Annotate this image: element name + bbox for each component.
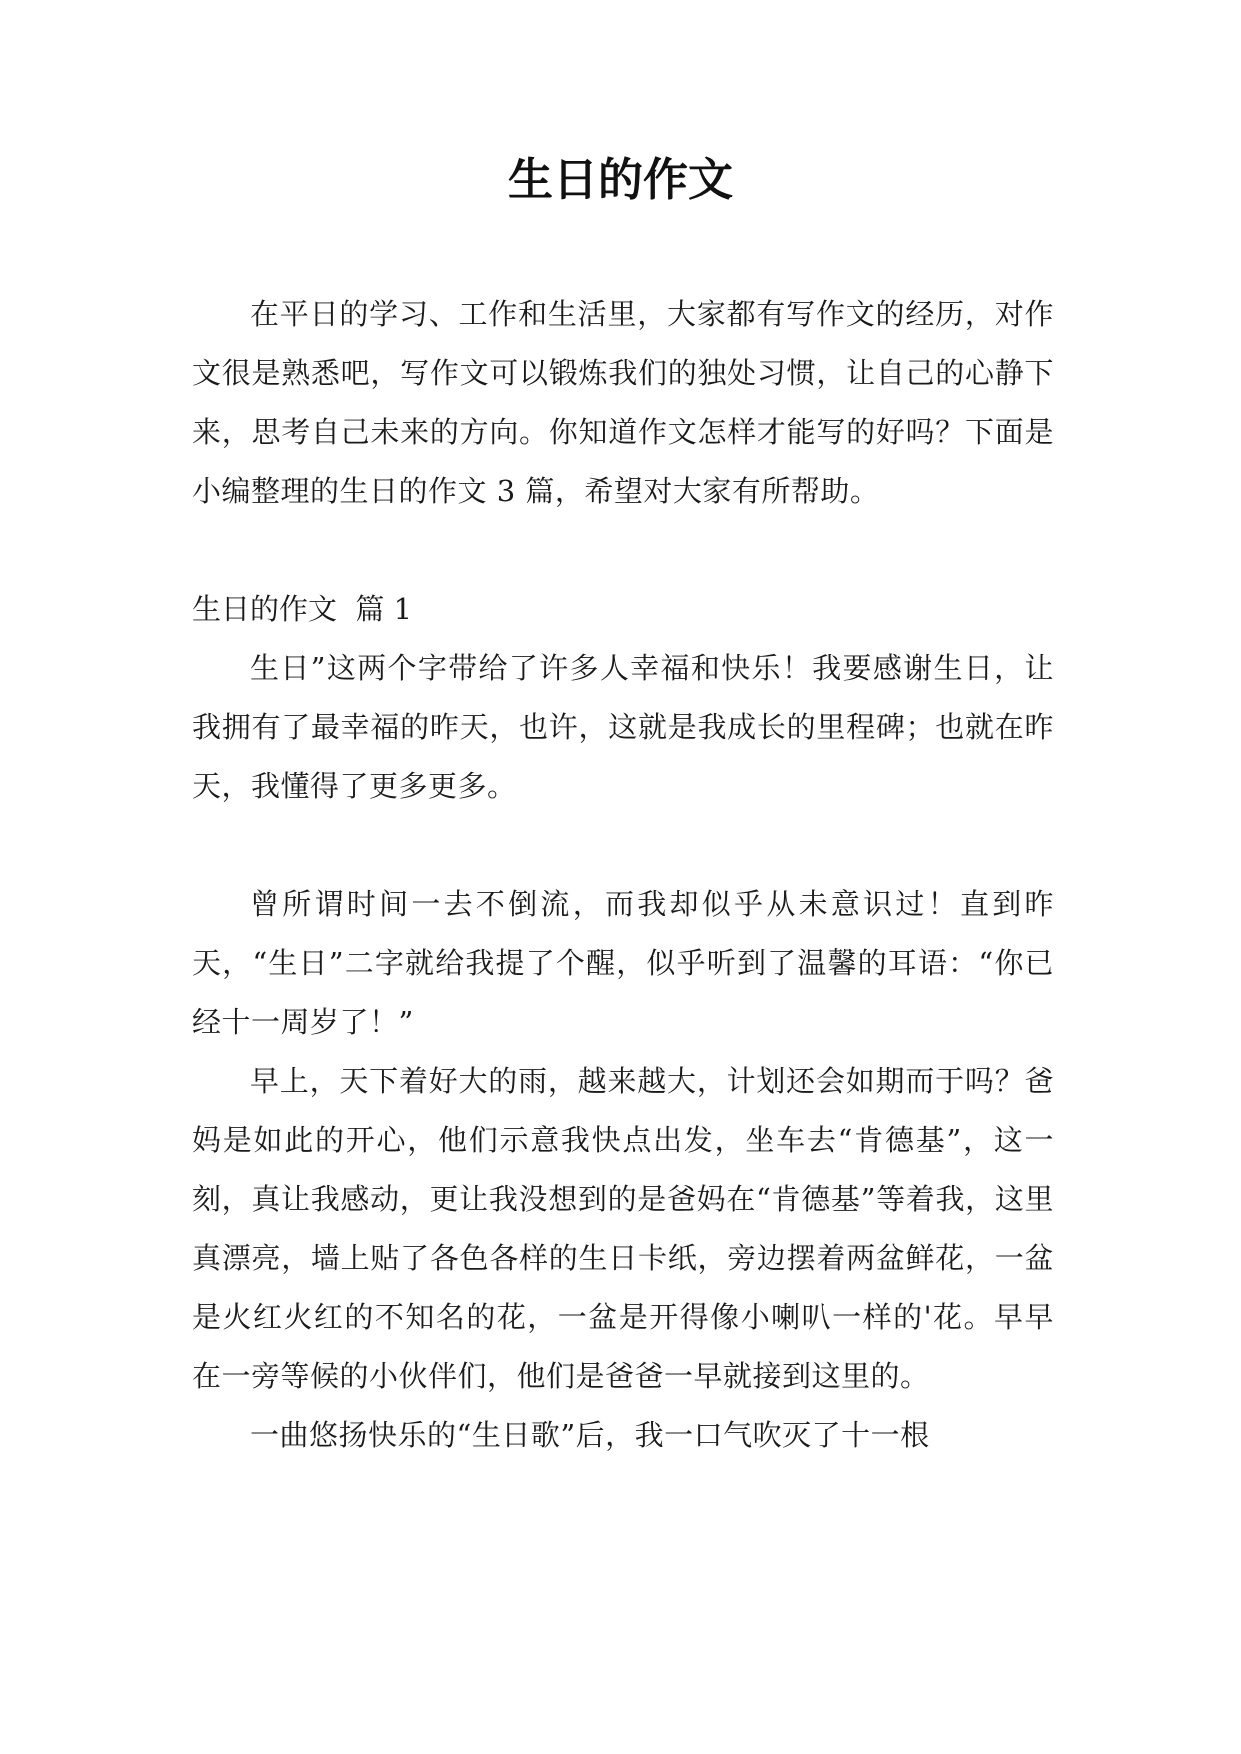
paragraph-4: 一曲悠扬快乐的“生日歌”后，我一口气吹灭了十一根 bbox=[250, 1418, 930, 1452]
spacer bbox=[192, 816, 1054, 875]
intro-paragraph: 在平日的学习、工作和生活里，大家都有写作文的经历，对作文很是熟悉吧，写作文可以锻炼我们的独处习惯，让自己的心静下来，思考自己未来的方向。你知道作文怎样才能写的好吗？下面是小编整理的生日的作文 3 篇，希望对大家有所帮助。 bbox=[192, 297, 1054, 508]
document-body bbox=[192, 285, 1054, 1465]
paragraph-3: 早上，天下着好大的雨，越来越大，计划还会如期而于吗？爸妈是如此的开心，他们示意我快点出发，坐车去“肯德基”，这一刻，真让我感动，更让我没想到的是爸妈在“肯德基”等着我，这里真漂亮，墙上贴了各色各样的生日卡纸，旁边摆着两盆鲜花，一盆是火红火红的不知名的花，一盆是开得像小喇叭一样的'花。早早在一旁等候的小伙伴们，他们是爸爸一早就接到这里的。 bbox=[192, 1064, 1054, 1393]
spacer bbox=[192, 521, 1054, 580]
paragraph-2: 曾所谓时间一去不倒流，而我却似乎从未意识过！直到昨天，“生日”二字就给我提了个醒，似乎听到了温馨的耳语：“你已经十一周岁了！” bbox=[192, 887, 1054, 1039]
section-heading: 生日的作文 篇 1 bbox=[192, 592, 413, 626]
paragraph-1: 生日”这两个字带给了许多人幸福和快乐！我要感谢生日，让我拥有了最幸福的昨天，也许，这就是我成长的里程碑；也就在昨天，我懂得了更多更多。 bbox=[192, 651, 1054, 803]
document-title: 生日的作文 bbox=[507, 153, 733, 206]
